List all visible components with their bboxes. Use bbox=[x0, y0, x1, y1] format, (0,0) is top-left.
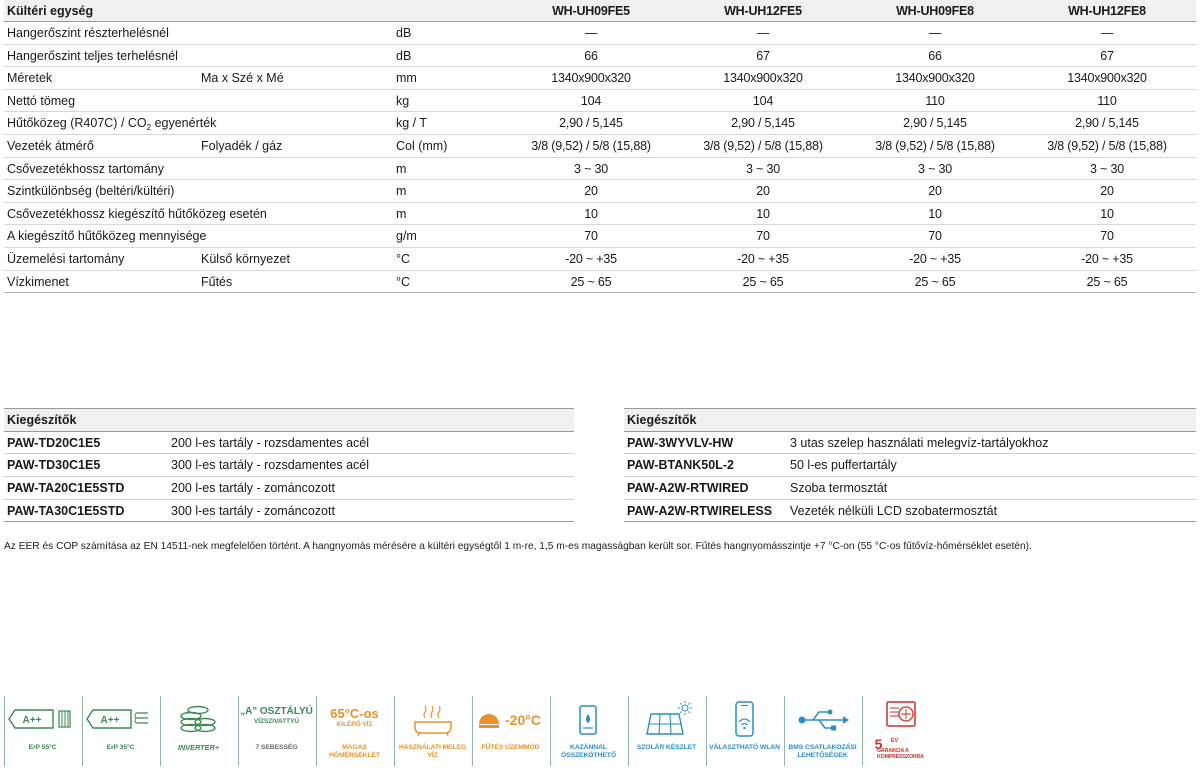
accessory-desc: 200 l-es tartály - zománcozott bbox=[171, 481, 335, 496]
row-value: 2,90 / 5,145 bbox=[1075, 116, 1139, 131]
badge-minus20 bbox=[472, 696, 547, 766]
accessory-desc: 300 l-es tartály - zománcozott bbox=[171, 503, 335, 518]
feature-badges bbox=[4, 696, 939, 766]
row-unit: dB bbox=[396, 48, 412, 63]
row-value: 3/8 (9,52) / 5/8 (15,88) bbox=[531, 138, 651, 153]
model-header: WH-UH12FE8 bbox=[1068, 4, 1146, 18]
accessories-title: Kiegészítők bbox=[627, 413, 697, 427]
row-value: 1340x900x320 bbox=[723, 71, 803, 86]
row-value: — bbox=[1100, 26, 1114, 40]
row-value: 3 ~ 30 bbox=[1090, 161, 1124, 176]
badge-boiler bbox=[550, 696, 625, 766]
accessory-code: PAW-TD20C1E5 bbox=[7, 435, 101, 450]
row-value: 104 bbox=[752, 93, 774, 108]
accessory-row bbox=[4, 454, 574, 477]
row-value: 10 bbox=[584, 206, 598, 221]
row-value: 70 bbox=[928, 229, 942, 244]
badge-caption: FŰTÉS ÜZEMMÓD bbox=[481, 744, 540, 751]
badge-headline: „A" OSZTÁLYÚ bbox=[240, 706, 313, 717]
accessory-row bbox=[624, 454, 1196, 477]
row-value: 3/8 (9,52) / 5/8 (15,88) bbox=[703, 138, 823, 153]
badge-hot-water bbox=[394, 696, 469, 766]
badge-caption: HASZNÁLATI MELEG VÍZ bbox=[398, 744, 467, 759]
row-unit: m bbox=[396, 184, 407, 199]
row-value: 10 bbox=[756, 206, 770, 221]
row-value: 70 bbox=[1100, 229, 1114, 244]
badge-caption: MAGAS HŐMÉRSÉKLET bbox=[328, 744, 380, 759]
row-value: — bbox=[756, 26, 770, 40]
energy-label-icon bbox=[83, 698, 158, 742]
row-value: 67 bbox=[756, 48, 770, 63]
row-label: Vezeték átmérő bbox=[7, 138, 94, 153]
row-label-main: Hűtőközeg (R407C) / CO bbox=[7, 116, 147, 131]
row-label-tail: egyenérték bbox=[151, 116, 217, 131]
energy-class-label: A++ bbox=[22, 715, 42, 726]
accessory-desc: Szoba termosztát bbox=[790, 481, 888, 496]
accessory-desc: 200 l-es tartály - rozsdamentes acél bbox=[171, 435, 370, 450]
row-sublabel: Külső környezet bbox=[201, 251, 290, 266]
row-label: Csővezetékhossz tartomány bbox=[7, 161, 165, 176]
row-unit: kg / T bbox=[396, 116, 428, 131]
badge-caption: 7 SEBESSÉG bbox=[255, 744, 298, 751]
row-value: 20 bbox=[1100, 184, 1114, 199]
row-value: -20 ~ +35 bbox=[909, 251, 961, 266]
table-row bbox=[4, 135, 1196, 158]
row-value: 67 bbox=[1100, 48, 1114, 63]
badge-warranty bbox=[862, 696, 937, 766]
co2-subscript: 2 bbox=[146, 123, 152, 133]
row-value: 3/8 (9,52) / 5/8 (15,88) bbox=[1047, 138, 1167, 153]
row-label: Szintkülönbség (beltéri/kültéri) bbox=[7, 184, 175, 199]
row-value: 104 bbox=[580, 93, 602, 108]
accessory-row bbox=[4, 432, 574, 455]
row-value: 25 ~ 65 bbox=[570, 274, 612, 289]
accessory-desc: 50 l-es puffertartály bbox=[790, 458, 897, 473]
heating-minus20-icon bbox=[473, 698, 548, 742]
accessory-desc: 300 l-es tartály - rozsdamentes acél bbox=[171, 458, 370, 473]
badge-subline: VÍZSZIVATTYÚ bbox=[253, 718, 300, 725]
badge-caption: KAZÁNNAL ÖSSZEKÖTHETŐ bbox=[560, 744, 617, 759]
accessory-row bbox=[4, 477, 574, 500]
badge-subline: KILÉPŐ VÍZ bbox=[336, 721, 373, 728]
boiler-link-icon bbox=[551, 698, 626, 742]
table-row bbox=[4, 248, 1196, 271]
row-unit: kg bbox=[396, 93, 410, 108]
row-value: 3 ~ 30 bbox=[746, 161, 780, 176]
accessory-code: PAW-3WYVLV-HW bbox=[627, 435, 734, 450]
row-value: -20 ~ +35 bbox=[737, 251, 789, 266]
badge-caption: SZOLÁR KÉSZLET bbox=[636, 744, 697, 751]
row-value: 10 bbox=[1100, 206, 1114, 221]
row-value: 2,90 / 5,145 bbox=[903, 116, 967, 131]
row-unit: °C bbox=[396, 274, 411, 289]
row-value: 10 bbox=[928, 206, 942, 221]
row-sublabel: Fűtés bbox=[201, 274, 233, 289]
wlan-phone-icon bbox=[707, 698, 782, 742]
spec-header-row bbox=[4, 0, 1196, 22]
accessories-table-left bbox=[4, 408, 574, 522]
row-value: 70 bbox=[584, 229, 598, 244]
row-sublabel: Ma x Szé x Mé bbox=[201, 71, 284, 86]
table-row bbox=[4, 67, 1196, 90]
warranty-unit: ÉV bbox=[890, 738, 899, 744]
accessory-desc: 3 utas szelep használati melegvíz-tartályokhoz bbox=[790, 435, 1049, 450]
badge-pump bbox=[238, 696, 313, 766]
row-value: 3/8 (9,52) / 5/8 (15,88) bbox=[875, 138, 995, 153]
accessories-header bbox=[624, 409, 1196, 432]
badge-bms bbox=[784, 696, 859, 766]
row-unit: dB bbox=[396, 26, 412, 40]
row-value: 1340x900x320 bbox=[1067, 71, 1147, 86]
row-value: 2,90 / 5,145 bbox=[559, 116, 623, 131]
row-value: 25 ~ 65 bbox=[1086, 274, 1128, 289]
badge-headline: 65°C-os bbox=[330, 706, 379, 721]
model-header: WH-UH12FE5 bbox=[724, 4, 802, 18]
warranty-years: 5 bbox=[874, 736, 883, 752]
bathtub-icon bbox=[395, 698, 470, 742]
table-row bbox=[4, 180, 1196, 203]
table-row bbox=[4, 45, 1196, 68]
accessory-code: PAW-A2W-RTWIRELESS bbox=[627, 503, 773, 518]
badge-caption: GARANCIA A KOMPRESSZORRA bbox=[877, 748, 924, 760]
row-label: Méretek bbox=[7, 71, 53, 86]
row-value: 2,90 / 5,145 bbox=[731, 116, 795, 131]
row-unit: °C bbox=[396, 251, 411, 266]
row-value: 20 bbox=[928, 184, 942, 199]
table-row bbox=[4, 112, 1196, 135]
accessory-code: PAW-BTANK50L-2 bbox=[627, 458, 734, 473]
table-row bbox=[4, 203, 1196, 226]
accessory-code: PAW-TA30C1E5STD bbox=[7, 503, 125, 518]
row-value: — bbox=[928, 26, 942, 40]
badge-caption: ErP 35°C bbox=[106, 744, 135, 751]
solar-panel-icon bbox=[629, 698, 704, 742]
badge-caption: VÁLASZTHATÓ WLAN bbox=[709, 744, 780, 751]
row-label: Csővezetékhossz kiegészítő hűtőközeg esetén bbox=[7, 206, 267, 221]
row-value: 20 bbox=[756, 184, 770, 199]
row-label: Üzemelési tartomány bbox=[7, 251, 125, 266]
accessory-row bbox=[4, 500, 574, 523]
row-value: 25 ~ 65 bbox=[914, 274, 956, 289]
row-unit: m bbox=[396, 161, 407, 176]
row-value: 70 bbox=[756, 229, 770, 244]
badge-erp35 bbox=[82, 696, 157, 766]
row-value: 25 ~ 65 bbox=[742, 274, 784, 289]
row-value: — bbox=[584, 26, 598, 40]
accessory-code: PAW-TA20C1E5STD bbox=[7, 481, 125, 496]
row-value: -20 ~ +35 bbox=[1081, 251, 1133, 266]
badge-caption: BMS CSATLAKOZÁSI LEHETŐSÉGEK bbox=[788, 744, 857, 759]
row-unit: g/m bbox=[396, 229, 417, 244]
accessory-row bbox=[624, 500, 1196, 523]
row-label: Hangerőszint részterhelésnél bbox=[7, 26, 169, 40]
row-value: -20 ~ +35 bbox=[565, 251, 617, 266]
model-header: WH-UH09FE8 bbox=[896, 4, 974, 18]
accessories-title: Kiegészítők bbox=[7, 413, 77, 427]
row-value: 1340x900x320 bbox=[551, 71, 631, 86]
badge-erp55 bbox=[4, 696, 79, 766]
inverter-coins-icon bbox=[161, 698, 236, 742]
accessory-desc: Vezeték nélküli LCD szobatermosztát bbox=[790, 503, 998, 518]
row-value: 110 bbox=[925, 93, 945, 108]
row-value: 66 bbox=[584, 48, 598, 63]
row-label: Nettó tömeg bbox=[7, 93, 76, 108]
row-label: Vízkimenet bbox=[7, 274, 69, 289]
spec-title: Kültéri egység bbox=[7, 4, 94, 18]
row-value: 1340x900x320 bbox=[895, 71, 975, 86]
table-row bbox=[4, 225, 1196, 248]
energy-label-icon bbox=[5, 698, 80, 742]
badge-wlan bbox=[706, 696, 781, 766]
row-value: 110 bbox=[1097, 93, 1117, 108]
row-unit: mm bbox=[396, 71, 417, 86]
row-unit: m bbox=[396, 206, 407, 221]
badge-caption: ErP 55°C bbox=[28, 744, 57, 751]
row-value: 3 ~ 30 bbox=[918, 161, 952, 176]
min-temp-label: -20°C bbox=[505, 712, 541, 728]
accessory-code: PAW-TD30C1E5 bbox=[7, 458, 101, 473]
accessories-table-right bbox=[624, 408, 1196, 522]
badge-65c bbox=[316, 696, 391, 766]
row-unit: Col (mm) bbox=[396, 138, 448, 153]
spec-table bbox=[4, 0, 1196, 293]
accessory-code: PAW-A2W-RTWIRED bbox=[627, 481, 749, 496]
row-value: 66 bbox=[928, 48, 942, 63]
accessories-header bbox=[4, 409, 574, 432]
badge-solar bbox=[628, 696, 703, 766]
row-value: 3 ~ 30 bbox=[574, 161, 608, 176]
footnote: Az EER és COP számítása az EN 14511-nek megfelelően történt. A hangnyomás mérésére a kültéri egységtől 1 m-re, 1,5 m-es magasságban került sor. Fűtés hangnyomásszintje +7 °C-on (55 °C-os fűtővíz-hőmérséklet esetén). bbox=[4, 541, 1032, 552]
table-row bbox=[4, 158, 1196, 181]
row-value: 20 bbox=[584, 184, 598, 199]
energy-class-label: A++ bbox=[100, 715, 120, 726]
table-row bbox=[4, 271, 1196, 294]
row-label: A kiegészítő hűtőközeg mennyisége bbox=[7, 229, 207, 244]
row-sublabel: Folyadék / gáz bbox=[201, 138, 283, 153]
badge-caption: INVERTER+ bbox=[177, 743, 220, 752]
row-label bbox=[7, 112, 216, 136]
table-row bbox=[4, 22, 1196, 45]
badge-inverter bbox=[160, 696, 235, 766]
row-label: Hangerőszint teljes terhelésnél bbox=[7, 48, 178, 63]
accessory-row bbox=[624, 477, 1196, 500]
model-header: WH-UH09FE5 bbox=[552, 4, 630, 18]
accessory-row bbox=[624, 432, 1196, 455]
table-row bbox=[4, 90, 1196, 113]
